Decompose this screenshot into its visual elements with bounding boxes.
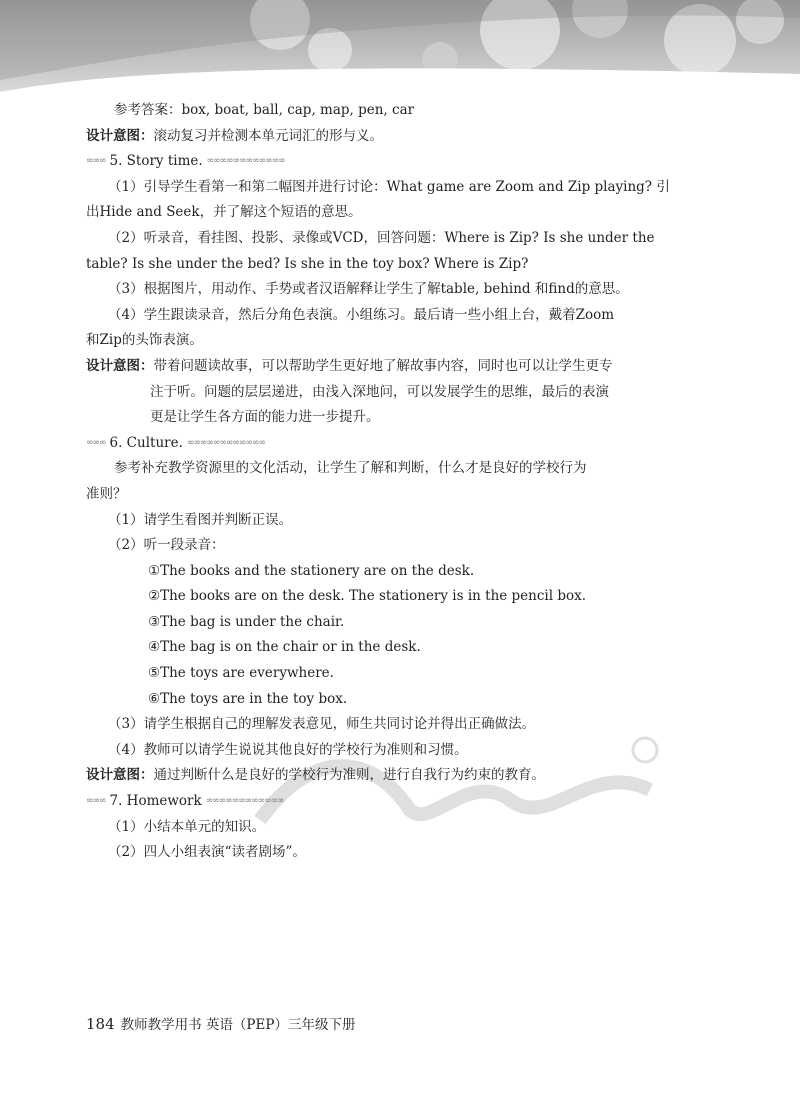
dots-right: ∞∞∞∞∞∞∞∞∞∞∞∞ xyxy=(186,437,265,448)
story-step-4a: （4）学生跟读录音，然后分角色表演。小组练习。最后请一些小组上台，戴着Zoom xyxy=(108,306,615,323)
dots-right: ∞∞∞∞∞∞∞∞∞∞∞∞ xyxy=(206,156,285,167)
story-step-2a: （2）听录音，看挂图、投影、录像或VCD，回答问题：Where is Zip? Is she under the xyxy=(108,229,655,246)
dots-left: ∞∞∞ xyxy=(86,437,106,448)
listening-item-3: ③The bag is under the chair. xyxy=(148,613,345,630)
dots-left: ∞∞∞ xyxy=(86,156,106,167)
design-intent-1 xyxy=(86,124,690,150)
culture-step-3: （3）请学生根据自己的理解发表意见，师生共同讨论并得出正确做法。 xyxy=(108,716,536,733)
story-step-1b: 出Hide and Seek，并了解这个短语的意思。 xyxy=(86,204,362,221)
culture-step-4: （4）教师可以请学生说说其他良好的学校行为准则和习惯。 xyxy=(108,741,468,758)
intent-label: 设计意图： xyxy=(86,357,154,374)
homework-item-1: （1）小结本单元的知识。 xyxy=(108,818,266,835)
culture-step-2: （2）听一段录音： xyxy=(108,537,225,554)
intent-text: 滚动复习并检测本单元词汇的形与义。 xyxy=(153,127,383,144)
intent-label: 设计意图： xyxy=(86,127,154,144)
story-step-1a: （1）引导学生看第一和第二幅图并进行讨论：What game are Zoom and Zip playing? 引 xyxy=(108,178,670,195)
section-story-time xyxy=(86,149,690,175)
listening-item-5: ⑤The toys are everywhere. xyxy=(148,665,334,682)
intent-text-line-2: 注于听。问题的层层递进，由浅入深地问，可以发展学生的思维，最后的表演 xyxy=(150,383,609,400)
book-title: 教师教学用书 英语（PEP）三年级下册 xyxy=(120,1017,356,1033)
dots-left: ∞∞∞ xyxy=(86,796,106,807)
listening-item-2: ②The books are on the desk. The stationery is in the pencil box. xyxy=(148,588,587,605)
design-intent-3 xyxy=(86,763,690,789)
page-content xyxy=(86,98,690,866)
section-heading: 6. Culture. xyxy=(109,434,183,451)
section-heading: 5. Story time. xyxy=(109,153,203,170)
culture-intro-a: 参考补充教学资源里的文化活动，让学生了解和判断，什么才是良好的学校行为 xyxy=(114,460,587,477)
header-floral-banner xyxy=(0,0,800,92)
intent-text-line-3: 更是让学生各方面的能力进一步提升。 xyxy=(150,409,380,426)
listening-item-4: ④The bag is on the chair or in the desk. xyxy=(148,639,421,656)
listening-item-6: ⑥The toys are in the toy box. xyxy=(148,690,348,707)
design-intent-2 xyxy=(86,354,690,380)
section-homework xyxy=(86,789,690,815)
page-footer xyxy=(86,1013,355,1033)
floral-decoration xyxy=(0,0,800,92)
page-number: 184 xyxy=(86,1015,115,1033)
section-culture xyxy=(86,431,690,457)
intent-text: 通过判断什么是良好的学校行为准则，进行自我行为约束的教育。 xyxy=(153,767,545,784)
section-heading: 7. Homework xyxy=(109,793,202,810)
culture-step-1: （1）请学生看图并判断正误。 xyxy=(108,511,293,528)
dots-right: ∞∞∞∞∞∞∞∞∞∞∞∞ xyxy=(205,796,284,807)
culture-intro-b: 准则？ xyxy=(86,485,127,502)
homework-item-2: （2）四人小组表演“读者剧场”。 xyxy=(108,844,306,861)
listening-item-1: ①The books and the stationery are on the desk. xyxy=(148,562,475,579)
answer-line: 参考答案：box, boat, ball, cap, map, pen, car xyxy=(114,102,415,118)
story-step-3: （3）根据图片，用动作、手势或者汉语解释让学生了解table, behind 和find的意思。 xyxy=(108,281,629,298)
intent-text-line-1: 带着问题读故事，可以帮助学生更好地了解故事内容，同时也可以让学生更专 xyxy=(153,357,613,374)
story-step-2b: table? Is she under the bed? Is she in the toy box? Where is Zip? xyxy=(86,255,529,272)
story-step-4b: 和Zip的头饰表演。 xyxy=(86,332,203,349)
intent-label: 设计意图： xyxy=(86,767,154,784)
